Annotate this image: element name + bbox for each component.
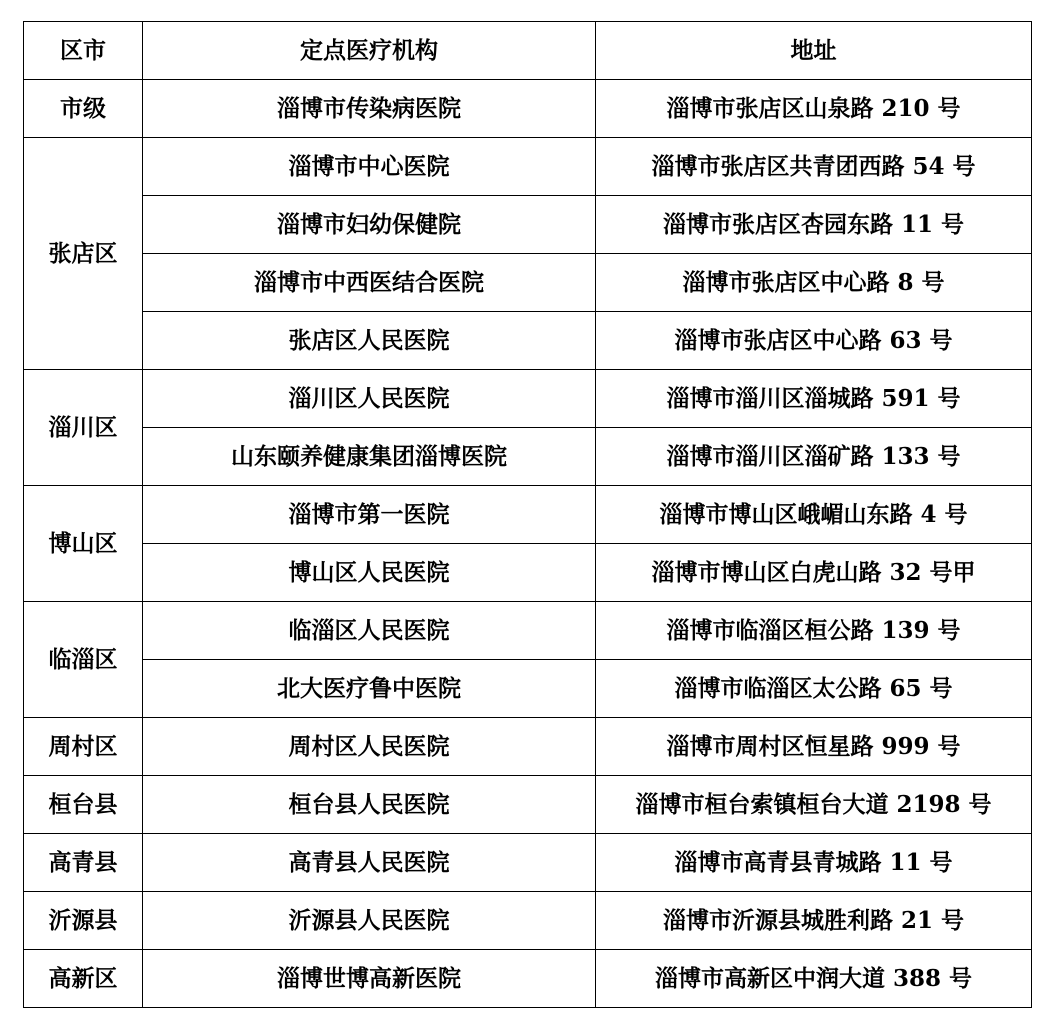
- address-cell: 淄博市高青县青城路 11 号: [596, 834, 1032, 892]
- address-cell: 淄博市淄川区淄城路 591 号: [596, 370, 1032, 428]
- hospital-cell: 张店区人民医院: [143, 312, 596, 370]
- table-row: [24, 312, 1032, 370]
- district-cell: 高新区: [24, 950, 143, 1008]
- table-row: [24, 718, 1032, 776]
- table-body: [24, 80, 1032, 1008]
- hospital-cell: 淄博市第一医院: [143, 486, 596, 544]
- district-cell: 桓台县: [24, 776, 143, 834]
- hospital-cell: 淄川区人民医院: [143, 370, 596, 428]
- address-cell: 淄博市张店区杏园东路 11 号: [596, 196, 1032, 254]
- table-row: [24, 80, 1032, 138]
- table-row: [24, 776, 1032, 834]
- table-row: [24, 602, 1032, 660]
- district-cell: 临淄区: [24, 602, 143, 718]
- table-row: [24, 370, 1032, 428]
- table-row: [24, 892, 1032, 950]
- hospital-cell: 临淄区人民医院: [143, 602, 596, 660]
- hospital-cell: 周村区人民医院: [143, 718, 596, 776]
- hospital-cell: 淄博市中心医院: [143, 138, 596, 196]
- hospital-cell: 沂源县人民医院: [143, 892, 596, 950]
- column-header-district: 区市: [24, 22, 143, 80]
- address-cell: 淄博市淄川区淄矿路 133 号: [596, 428, 1032, 486]
- table-header-row: [24, 22, 1032, 80]
- address-cell: 淄博市博山区白虎山路 32 号甲: [596, 544, 1032, 602]
- address-cell: 淄博市张店区山泉路 210 号: [596, 80, 1032, 138]
- address-cell: 淄博市临淄区太公路 65 号: [596, 660, 1032, 718]
- table-row: [24, 486, 1032, 544]
- hospital-cell: 山东颐养健康集团淄博医院: [143, 428, 596, 486]
- district-cell: 博山区: [24, 486, 143, 602]
- table-row: [24, 254, 1032, 312]
- hospital-cell: 淄博市中西医结合医院: [143, 254, 596, 312]
- table-row: [24, 950, 1032, 1008]
- district-cell: 淄川区: [24, 370, 143, 486]
- address-cell: 淄博市张店区中心路 63 号: [596, 312, 1032, 370]
- address-cell: 淄博市桓台索镇桓台大道 2198 号: [596, 776, 1032, 834]
- hospital-cell: 淄博世博高新医院: [143, 950, 596, 1008]
- address-cell: 淄博市临淄区桓公路 139 号: [596, 602, 1032, 660]
- address-cell: 淄博市博山区峨嵋山东路 4 号: [596, 486, 1032, 544]
- address-cell: 淄博市张店区共青团西路 54 号: [596, 138, 1032, 196]
- address-cell: 淄博市张店区中心路 8 号: [596, 254, 1032, 312]
- district-cell: 张店区: [24, 138, 143, 370]
- district-cell: 沂源县: [24, 892, 143, 950]
- address-cell: 淄博市周村区恒星路 999 号: [596, 718, 1032, 776]
- table-row: [24, 138, 1032, 196]
- address-cell: 淄博市沂源县城胜利路 21 号: [596, 892, 1032, 950]
- hospital-cell: 博山区人民医院: [143, 544, 596, 602]
- hospital-cell: 淄博市妇幼保健院: [143, 196, 596, 254]
- table-row: [24, 428, 1032, 486]
- hospital-cell: 北大医疗鲁中医院: [143, 660, 596, 718]
- table-row: [24, 196, 1032, 254]
- district-cell: 周村区: [24, 718, 143, 776]
- hospital-cell: 桓台县人民医院: [143, 776, 596, 834]
- table-row: [24, 544, 1032, 602]
- column-header-hospital: 定点医疗机构: [143, 22, 596, 80]
- district-cell: 高青县: [24, 834, 143, 892]
- hospital-table: [23, 21, 1032, 1008]
- table-row: [24, 834, 1032, 892]
- column-header-address: 地址: [596, 22, 1032, 80]
- address-cell: 淄博市高新区中润大道 388 号: [596, 950, 1032, 1008]
- table-row: [24, 660, 1032, 718]
- hospital-cell: 高青县人民医院: [143, 834, 596, 892]
- hospital-cell: 淄博市传染病医院: [143, 80, 596, 138]
- district-cell: 市级: [24, 80, 143, 138]
